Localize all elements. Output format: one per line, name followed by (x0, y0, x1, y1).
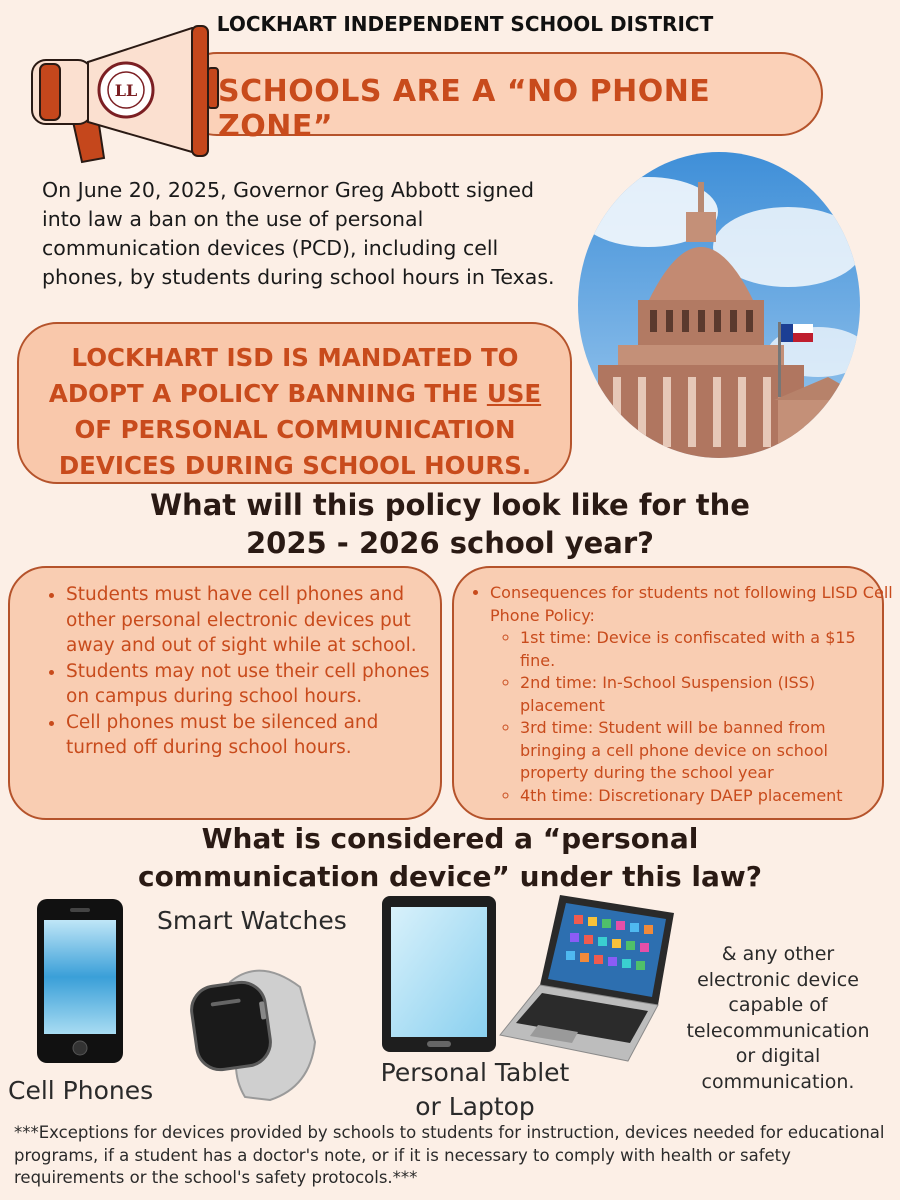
consequence-item: ◦ 1st time: Device is confiscated with a $15 fine. (520, 627, 895, 672)
rule-item: • Cell phones must be silenced and turned off during school hours. (66, 710, 441, 761)
mandate-text-end: OF PERSONAL COMMUNICATION DEVICES DURING SCHOOL HOURS. (58, 415, 532, 480)
devices-heading-line1: What is considered a “personal (201, 822, 699, 855)
rule-item: • Students may not use their cell phones on campus during school hours. (66, 659, 441, 710)
capitol-image (578, 152, 860, 458)
mandate-emphasis: USE (486, 379, 542, 408)
cell-phone-icon (36, 898, 124, 1064)
district-logo-letters: LL (114, 81, 138, 100)
policy-heading (60, 486, 840, 562)
mandate-statement (30, 340, 560, 484)
rule-item: • Students must have cell phones and other personal electronic devices put away and out of sight while at school. (66, 582, 441, 659)
smart-watch-icon (190, 962, 325, 1102)
cell-phones-label: Cell Phones (8, 1076, 154, 1105)
devices-heading (90, 820, 810, 896)
tablet-label-line2: or Laptop (415, 1092, 535, 1121)
consequence-sublist (490, 627, 895, 807)
megaphone-icon (22, 22, 237, 172)
tablet-laptop-label (370, 1056, 580, 1124)
exceptions-footnote: ***Exceptions for devices provided by schools to students for instruction, devices needed for educational programs, if a student has a doctor's note, or if it is necessary to comply with health or safety requirements or the school's safety protocols.*** (14, 1123, 885, 1187)
tablet-label-line1: Personal Tablet (380, 1058, 570, 1087)
consequence-item: ◦ 2nd time: In-School Suspension (ISS) placement (520, 672, 895, 717)
devices-heading-line2: communication device” under this law? (137, 860, 763, 893)
tablet-icon (381, 895, 497, 1053)
district-title: LOCKHART INDEPENDENT SCHOOL DISTRICT (216, 12, 714, 36)
consequences-intro (490, 582, 895, 807)
mandate-text-start: LOCKHART ISD IS MANDATED TO ADOPT A POLICY BANNING THE (48, 343, 519, 408)
consequence-item: ◦ 3rd time: Student will be banned from bringing a cell phone device on school property during the school year (520, 717, 895, 785)
rules-list (40, 582, 441, 761)
intro-paragraph: On June 20, 2025, Governor Greg Abbott signed into law a ban on the use of personal communication devices (PCD), including cell phones, by students during school hours in Texas. (42, 178, 555, 289)
policy-heading-line1: What will this policy look like for the (150, 488, 750, 522)
smart-watches-label: Smart Watches (157, 906, 347, 935)
laptop-icon (498, 893, 678, 1063)
other-devices-note: & any other electronic device capable of telecommunication or digital communication. (686, 943, 870, 1093)
consequence-item: ◦ 4th time: Discretionary DAEP placement (520, 785, 895, 808)
page-title: SCHOOLS ARE A “NO PHONE ZONE” (218, 74, 711, 144)
consequences-list (470, 582, 895, 807)
policy-heading-line2: 2025 - 2026 school year? (246, 526, 654, 560)
consequences-intro-text: Consequences for students not following LISD Cell Phone Policy: (490, 583, 893, 625)
